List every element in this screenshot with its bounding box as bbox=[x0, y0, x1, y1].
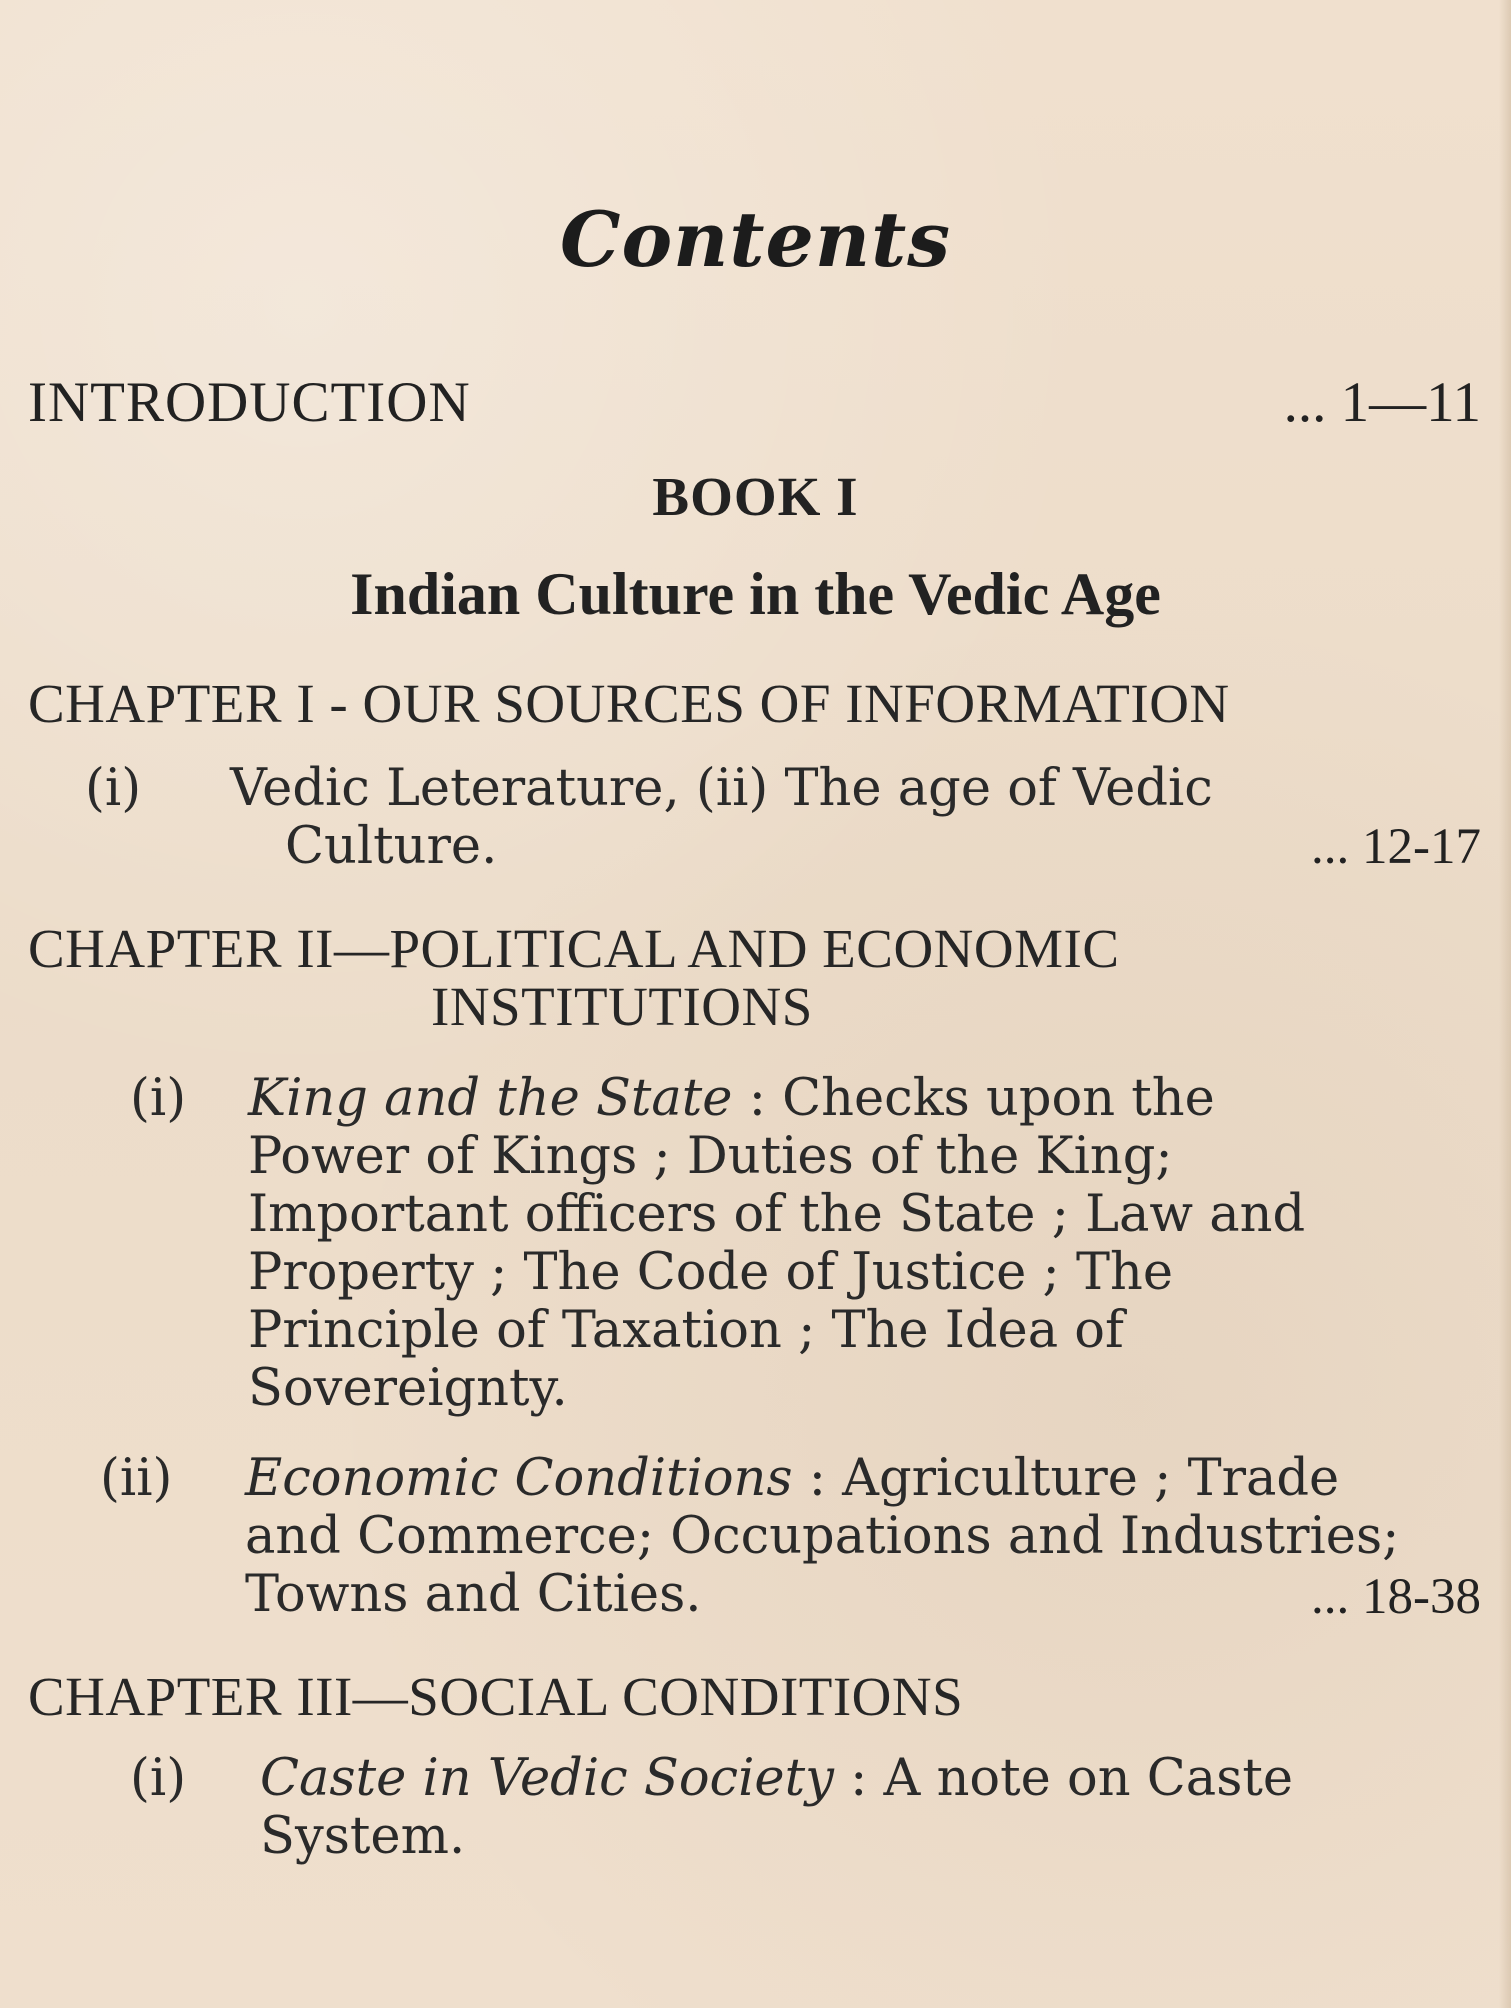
entry-italic-title: King and the State bbox=[248, 1069, 733, 1128]
chapter-ii-heading-line-2: INSTITUTIONS bbox=[431, 976, 813, 1037]
introduction-pages: ... 1—11 bbox=[1283, 371, 1481, 434]
entry-number: (i) bbox=[130, 1749, 187, 1808]
page-edge-shadow bbox=[1499, 0, 1511, 2008]
entry-body: : A note on Caste System. bbox=[260, 1749, 1294, 1866]
chapter-ii-entry-ii bbox=[100, 1450, 1430, 1630]
entry-number: (ii) bbox=[100, 1449, 173, 1508]
chapter-ii-entry-i bbox=[130, 1069, 1430, 1418]
entry-text-line-2: Culture. bbox=[285, 817, 498, 876]
contents-title: Contents bbox=[559, 195, 952, 284]
entry-text bbox=[260, 1750, 1400, 1866]
chapter-i-heading: CHAPTER I - OUR SOURCES OF INFORMATION bbox=[28, 673, 1230, 734]
chapter-iii-entry-i bbox=[130, 1750, 1430, 1870]
entry-text-line-1: Vedic Leterature, (ii) The age of Vedic bbox=[230, 759, 1213, 818]
chapter-i-entry bbox=[85, 760, 1445, 880]
entry-text bbox=[245, 1450, 1435, 1624]
introduction-label: INTRODUCTION bbox=[28, 371, 471, 434]
entry-number: (i) bbox=[130, 1069, 187, 1128]
chapter-ii-heading bbox=[28, 920, 1478, 1036]
book-title: Indian Culture in the Vedic Age bbox=[350, 561, 1161, 627]
chapter-iii-heading: CHAPTER III—SOCIAL CONDITIONS bbox=[28, 1666, 964, 1727]
book-label: BOOK I bbox=[652, 466, 859, 527]
chapter-i-pages: ... 12-17 bbox=[1311, 819, 1481, 875]
entry-body: : Agriculture ; Trade and Commerce; Occupations and Industries; Towns and Cities. bbox=[245, 1449, 1400, 1624]
chapter-ii-pages: ... 18-38 bbox=[1311, 1569, 1481, 1625]
entry-number: (i) bbox=[85, 759, 142, 818]
entry-text bbox=[248, 1070, 1418, 1418]
entry-body: : Checks upon the Power of Kings ; Duties of the King; Important officers of the State ; Law and Property ; The Code of Justice ; The Principle of Taxation ; The Idea of Sovereignty. bbox=[248, 1069, 1306, 1418]
entry-italic-title: Caste in Vedic Society bbox=[260, 1749, 834, 1808]
chapter-ii-heading-line-1: CHAPTER II—POLITICAL AND ECONOMIC bbox=[28, 918, 1120, 979]
entry-italic-title: Economic Conditions bbox=[245, 1449, 793, 1508]
